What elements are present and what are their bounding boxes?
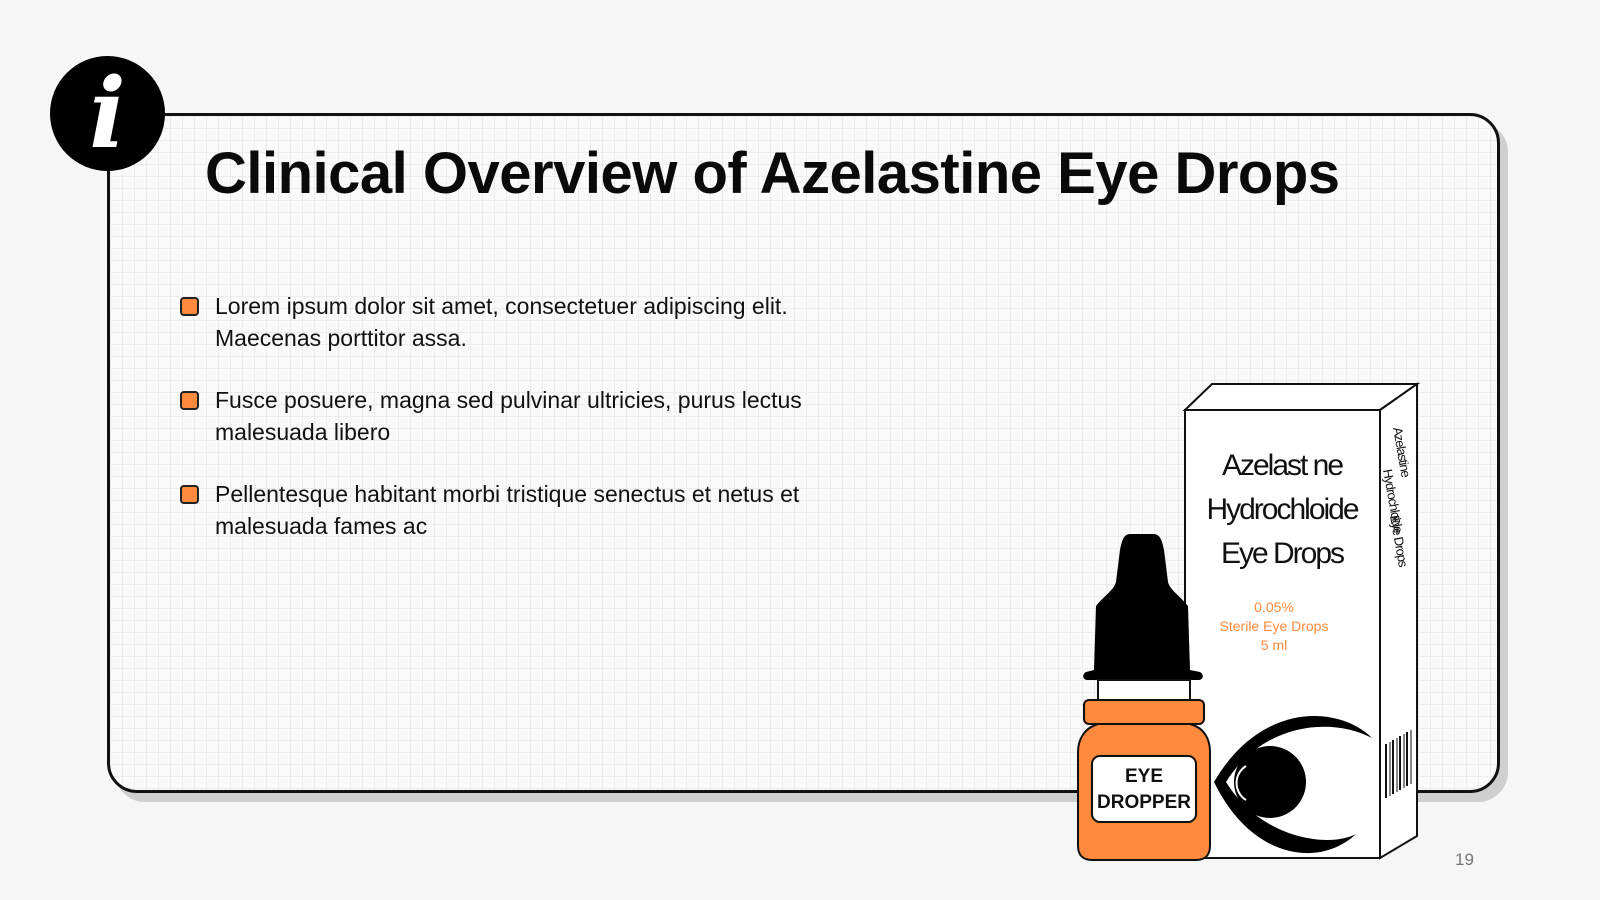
bottle-label-line1: EYE <box>1124 766 1164 787</box>
slide-title: Clinical Overview of Azelastine Eye Drops <box>205 141 1340 206</box>
page-number: 19 <box>1455 850 1474 869</box>
box-side-line1: Azelastine <box>1390 425 1414 478</box>
bullet-text: Pellentesque habitant morbi tristique senectus et netus et malesuada fames ac <box>215 481 800 539</box>
box-type: Sterile Eye Drops <box>1219 618 1329 634</box>
bullet-text: Fusce posuere, magna sed pulvinar ultricies, purus lectus malesuada libero <box>215 387 802 445</box>
box-name-line3: Eye Drops <box>1220 537 1344 570</box>
bottle-label-line2: DROPPER <box>1097 792 1191 813</box>
bullet-text: Lorem ipsum dolor sit amet, consectetuer adipiscing elit. Maecenas porttitor assa. <box>215 293 788 351</box>
box-name-line2: Hydrochloide <box>1206 493 1358 526</box>
box-side-line2: Hydrochloide <box>1380 467 1406 534</box>
box-name-line1: Azelast ne <box>1221 449 1343 482</box>
box-side-line3: Eye Drops <box>1387 513 1411 568</box>
info-icon: i <box>50 56 165 171</box>
medicine-box <box>1185 384 1417 858</box>
box-volume: 5 ml <box>1260 637 1288 653</box>
box-strength: 0.05% <box>1254 599 1294 615</box>
